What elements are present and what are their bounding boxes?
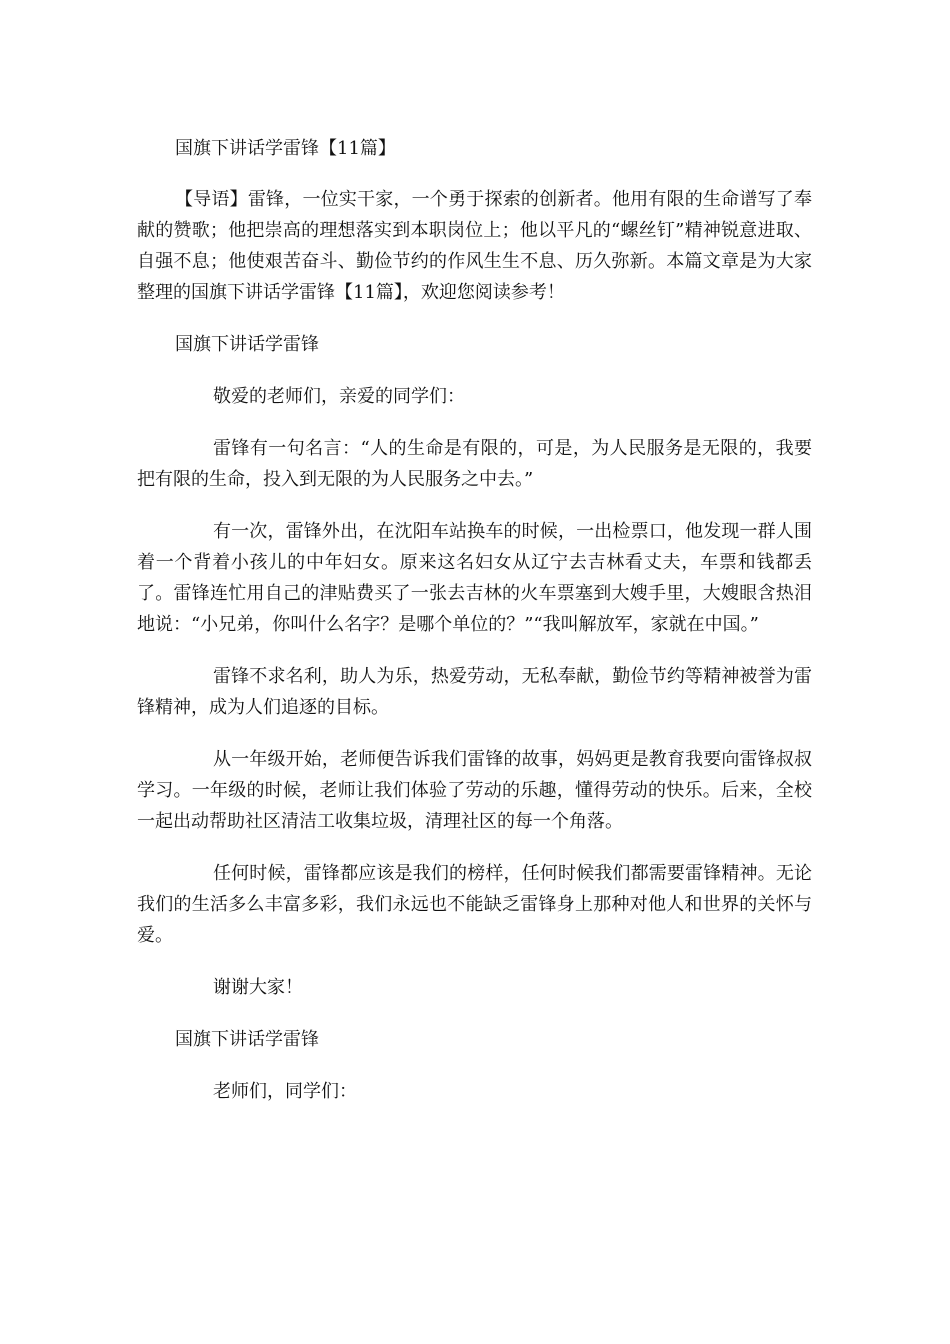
- body-paragraph: 任何时候，雷锋都应该是我们的榜样，任何时候我们都需要雷锋精神。无论我们的生活多么丰富多彩，我们永远也不能缺乏雷锋身上那种对他人和世界的关怀与爱。: [137, 863, 812, 946]
- section-heading: 国旗下讲话学雷锋: [175, 1029, 319, 1050]
- body-paragraph: 有一次，雷锋外出，在沈阳车站换车的时候，一出检票口，他发现一群人围着一个背着小孩儿的中年妇女。原来这名妇女从辽宁去吉林看丈夫，车票和钱都丢了。雷锋连忙用自己的津贴费买了一张去吉林的火车票塞到大嫂手里，大嫂眼含热泪地说：“小兄弟，你叫什么名字？是哪个单位的？”“我叫解放军，家就在中国。”: [137, 521, 812, 635]
- body-paragraph: 雷锋不求名利，助人为乐，热爱劳动，无私奉献，勤俭节约等精神被誉为雷锋精神，成为人们追逐的目标。: [137, 666, 812, 718]
- document-title: 国旗下讲话学雷锋【11篇】: [175, 138, 396, 159]
- intro-paragraph: 【导语】雷锋，一位实干家，一个勇于探索的创新者。他用有限的生命谱写了奉献的赞歌；他把崇高的理想落实到本职岗位上；他以平凡的“螺丝钉”精神锐意进取、自强不息；他使艰苦奋斗、勤俭节约的作风生生不息、历久弥新。本篇文章是为大家整理的国旗下讲话学雷锋【11篇】，欢迎您阅读参考！: [137, 189, 812, 303]
- body-paragraph: 从一年级开始，老师便告诉我们雷锋的故事，妈妈更是教育我要向雷锋叔叔学习。一年级的时候，老师让我们体验了劳动的乐趣，懂得劳动的快乐。后来，全校一起出动帮助社区清洁工收集垃圾，清理社区的每一个角落。: [137, 749, 812, 832]
- document-body: [137, 133, 812, 1128]
- greeting-paragraph: 敬爱的老师们，亲爱的同学们：: [213, 386, 465, 407]
- body-paragraph: 雷锋有一句名言：“人的生命是有限的，可是，为人民服务是无限的，我要把有限的生命，投入到无限的为人民服务之中去。”: [137, 438, 812, 490]
- greeting-paragraph: 老师们，同学们：: [213, 1081, 357, 1102]
- section-heading: 国旗下讲话学雷锋: [175, 334, 319, 355]
- closing-paragraph: 谢谢大家！: [213, 977, 303, 998]
